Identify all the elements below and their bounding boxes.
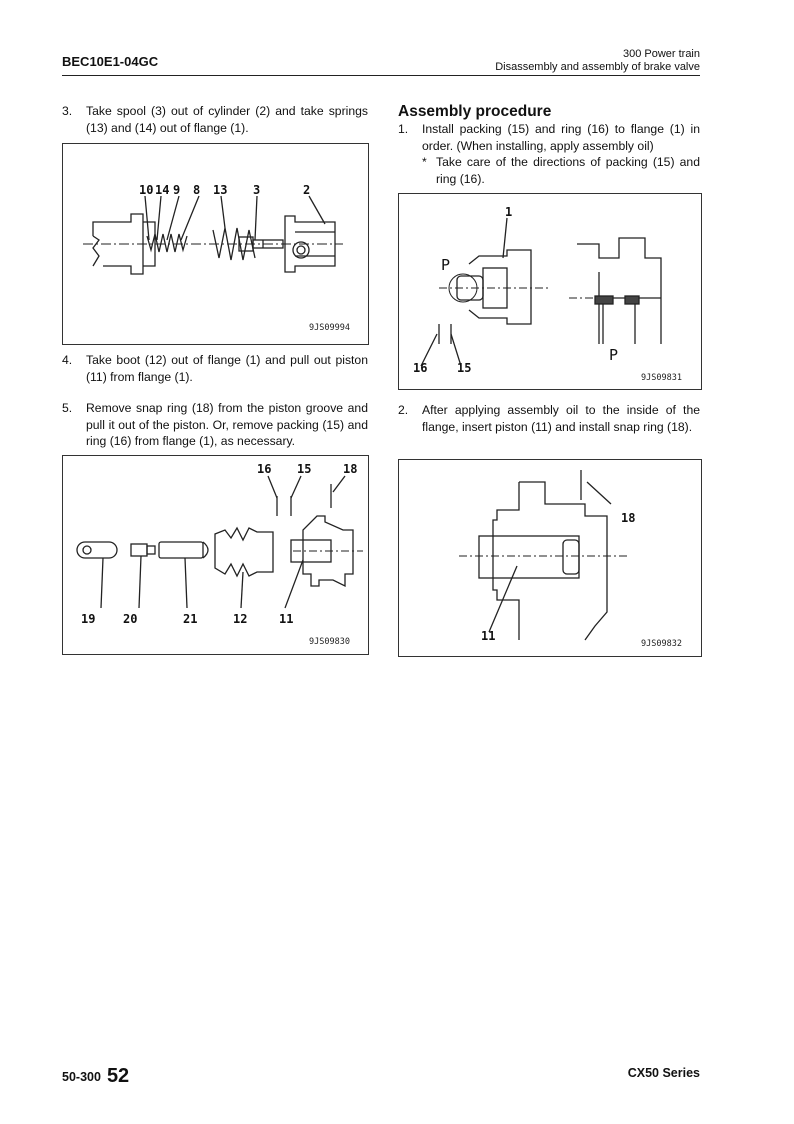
piston-snap-ring-drawing (399, 460, 701, 656)
callout-11: 11 (279, 612, 294, 626)
step-number: 1. (398, 122, 409, 136)
step-text: Take boot (12) out of flange (1) and pull out piston (11) from flange (1). (86, 353, 368, 384)
header-divider (62, 75, 700, 76)
callout-13: 13 (213, 183, 228, 197)
page-number: 52 (106, 1065, 130, 1087)
callout-11: 11 (481, 629, 496, 643)
figure-piston-parts (62, 455, 369, 655)
step-2-assembly (398, 402, 700, 435)
document-code: BEC10E1-04GC (62, 54, 159, 69)
page-prefix: 50-300 (62, 1070, 101, 1084)
subsection-title: Disassembly and assembly of brake valve (495, 61, 700, 73)
callout-2: 2 (303, 183, 311, 197)
packing-ring-drawing (399, 194, 701, 389)
step-number: 4. (62, 353, 73, 367)
section-heading: Assembly procedure (398, 103, 552, 120)
figure-code: 9JS09830 (309, 637, 350, 647)
model-series: CX50 Series (627, 1066, 700, 1080)
figure-code: 9JS09994 (309, 323, 350, 333)
piston-parts-drawing (63, 456, 368, 654)
step-5 (62, 400, 368, 450)
callout-18: 18 (343, 462, 358, 476)
figure-code: 9JS09832 (641, 639, 682, 649)
note-text: Take care of the directions of packing (15) and ring (16). (436, 155, 700, 186)
step-text: Take spool (3) out of cylinder (2) and take springs (13) and (14) out of flange (1). (86, 104, 368, 135)
callout-16: 16 (257, 462, 272, 476)
callout-8: 8 (193, 183, 201, 197)
step-4 (62, 352, 368, 385)
step-number: 2. (398, 403, 409, 417)
spool-springs-drawing (63, 144, 368, 344)
note-mark: * (422, 155, 427, 169)
figure-piston-snap-ring (398, 459, 702, 657)
callout-3: 3 (253, 183, 261, 197)
step-number: 5. (62, 401, 73, 415)
step-text: Remove snap ring (18) from the piston groove and pull it out of the piston. Or, remove packing (15) and ring (16) from flange (1), as necessary. (86, 401, 368, 448)
callout-20: 20 (123, 612, 138, 626)
callout-10: 10 (139, 183, 154, 197)
assembly-procedure (398, 103, 700, 187)
callout-21: 21 (183, 612, 198, 626)
callout-18: 18 (621, 511, 636, 525)
callout-1: 1 (505, 205, 513, 219)
detail-label-p-view: P (609, 346, 619, 364)
callout-14: 14 (155, 183, 170, 197)
figure-code: 9JS09831 (641, 373, 682, 383)
step-number: 3. (62, 104, 73, 118)
figure-packing-ring (398, 193, 702, 390)
callout-12: 12 (233, 612, 248, 626)
step-text: Install packing (15) and ring (16) to flange (1) in order. (When installing, apply assembly oil) (422, 122, 700, 153)
callout-9: 9 (173, 183, 181, 197)
section-header (495, 48, 700, 74)
section-title: 300 Power train (622, 48, 700, 60)
callout-19: 19 (81, 612, 96, 626)
step-3 (62, 103, 368, 136)
callout-15: 15 (297, 462, 312, 476)
figure-spool-springs (62, 143, 369, 345)
callout-16: 16 (413, 361, 428, 375)
callout-15: 15 (457, 361, 472, 375)
step-text: After applying assembly oil to the inside of the flange, insert piston (11) and install snap ring (18). (422, 403, 700, 434)
page-number-block (62, 1064, 129, 1087)
detail-label-p: P (441, 256, 451, 274)
